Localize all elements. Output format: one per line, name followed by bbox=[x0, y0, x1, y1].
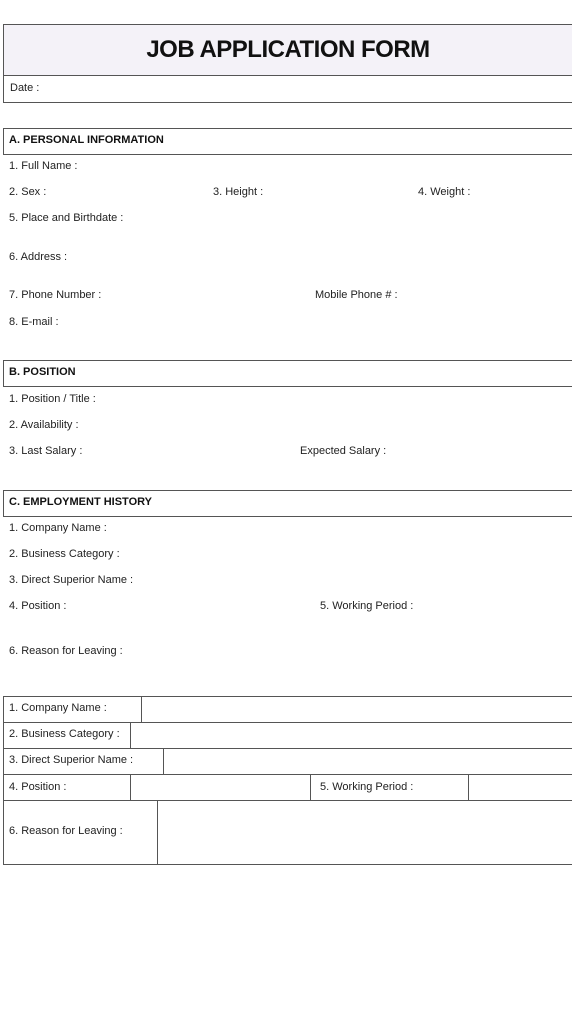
date-row[interactable] bbox=[3, 76, 572, 103]
section-employment-title: C. EMPLOYMENT HISTORY bbox=[9, 496, 153, 508]
section-personal-header bbox=[3, 128, 572, 155]
table-position-label: 4. Position : bbox=[9, 781, 67, 793]
table-reason-label: 6. Reason for Leaving : bbox=[9, 825, 123, 837]
form-title: JOB APPLICATION FORM bbox=[146, 36, 430, 63]
table-period-label: 5. Working Period : bbox=[320, 781, 414, 793]
height-label: 3. Height : bbox=[213, 186, 264, 198]
table-superior-field[interactable] bbox=[164, 749, 572, 774]
last-salary-label: 3. Last Salary : bbox=[9, 445, 83, 457]
table-period-field[interactable] bbox=[469, 775, 572, 800]
section-personal-title: A. PERSONAL INFORMATION bbox=[9, 134, 164, 146]
address-label: 6. Address : bbox=[9, 251, 68, 263]
date-label: Date : bbox=[10, 82, 40, 94]
weight-label: 4. Weight : bbox=[418, 186, 471, 198]
table-company-field[interactable] bbox=[142, 697, 572, 722]
section-employment-header bbox=[3, 490, 572, 517]
table-superior-label: 3. Direct Superior Name : bbox=[9, 754, 134, 766]
reason-leaving-label: 6. Reason for Leaving : bbox=[9, 645, 123, 657]
section-position-title: B. POSITION bbox=[9, 366, 76, 378]
section-position-header bbox=[3, 360, 572, 387]
place-birthdate-label: 5. Place and Birthdate : bbox=[9, 212, 124, 224]
business-category-label: 2. Business Category : bbox=[9, 548, 120, 560]
form-header bbox=[3, 24, 572, 76]
table-col-divider bbox=[310, 774, 311, 800]
direct-superior-label: 3. Direct Superior Name : bbox=[9, 574, 134, 586]
employment-position-label: 4. Position : bbox=[9, 600, 67, 612]
table-category-label: 2. Business Category : bbox=[9, 728, 120, 740]
sex-label: 2. Sex : bbox=[9, 186, 47, 198]
table-company-label: 1. Company Name : bbox=[9, 702, 107, 714]
expected-salary-label: Expected Salary : bbox=[300, 445, 387, 457]
mobile-label: Mobile Phone # : bbox=[315, 289, 398, 301]
table-category-field[interactable] bbox=[131, 723, 572, 748]
position-title-label: 1. Position / Title : bbox=[9, 393, 96, 405]
company-name-label: 1. Company Name : bbox=[9, 522, 107, 534]
working-period-label: 5. Working Period : bbox=[320, 600, 414, 612]
email-label: 8. E-mail : bbox=[9, 316, 59, 328]
phone-label: 7. Phone Number : bbox=[9, 289, 102, 301]
table-position-field[interactable] bbox=[131, 775, 310, 800]
full-name-label: 1. Full Name : bbox=[9, 160, 78, 172]
availability-label: 2. Availability : bbox=[9, 419, 79, 431]
table-reason-field[interactable] bbox=[158, 801, 572, 865]
